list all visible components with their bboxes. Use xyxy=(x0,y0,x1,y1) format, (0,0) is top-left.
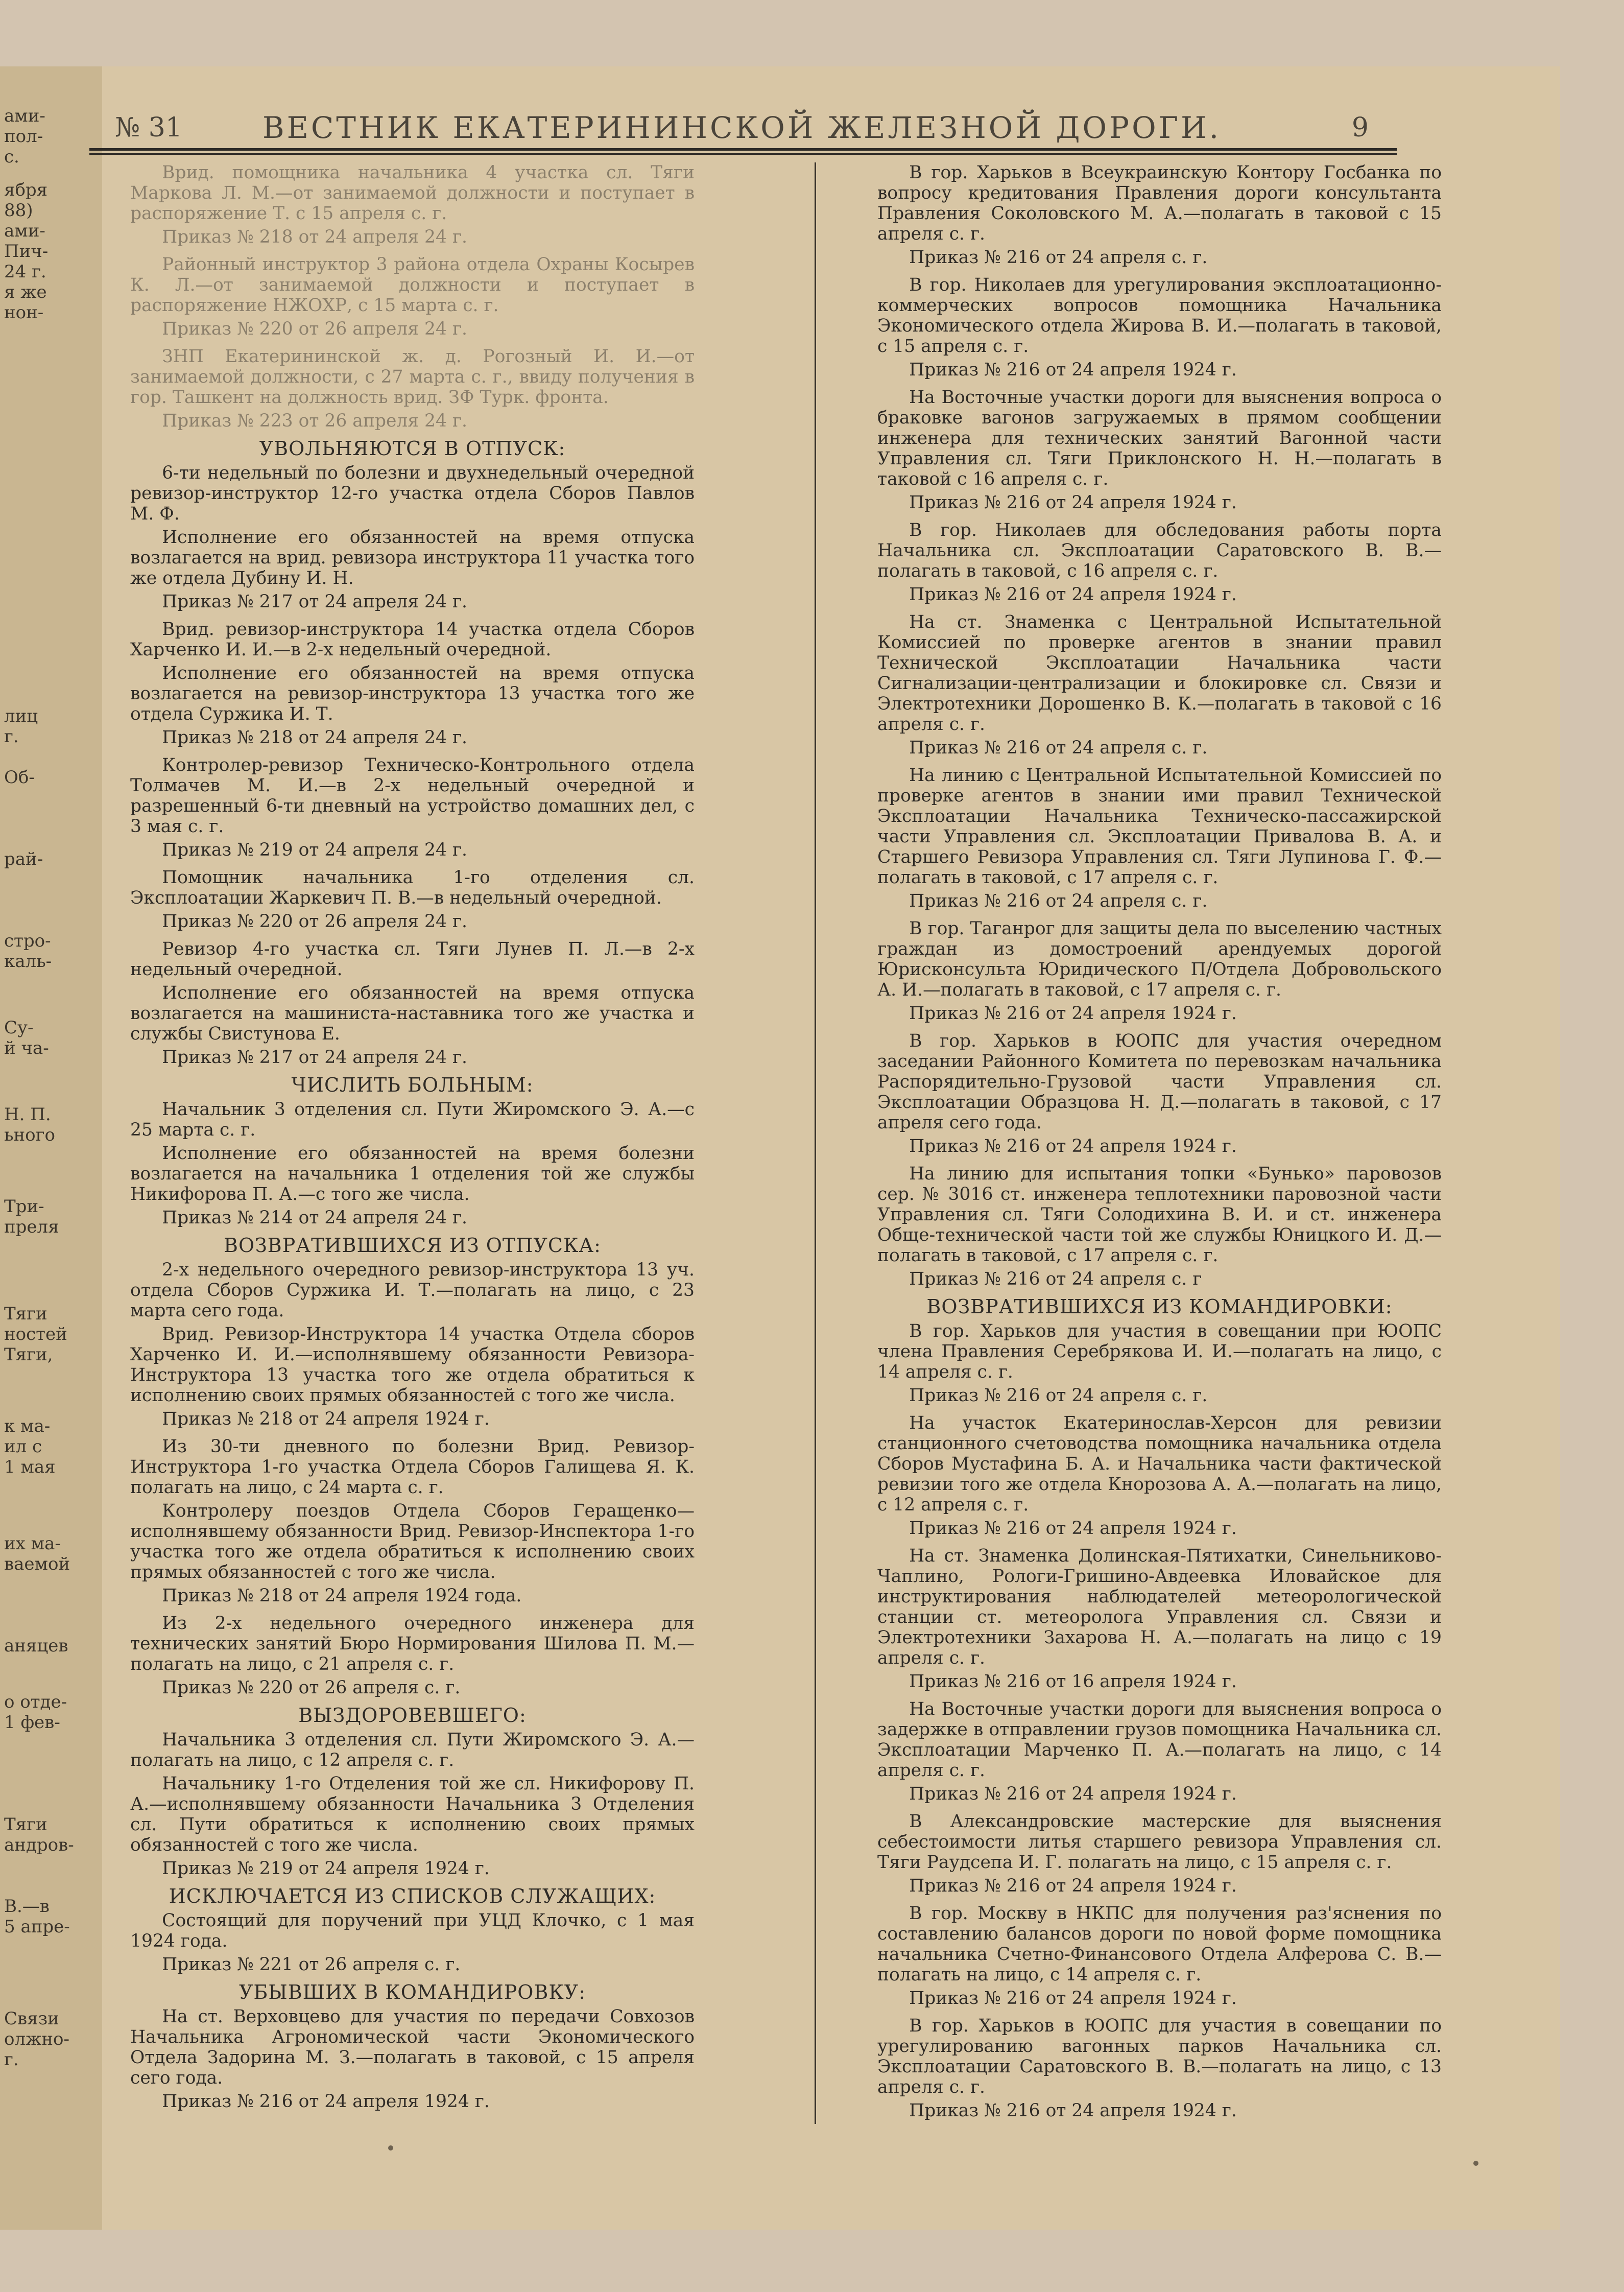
previous-page-edge xyxy=(0,66,110,2230)
right-column xyxy=(877,162,1442,2128)
order-reference: Приказ № 216 от 16 апреля 1924 г. xyxy=(909,1671,1237,1692)
paper-speck xyxy=(1473,2161,1478,2166)
announcement-paragraph: Начальника 3 отделения сл. Пути Жиромского Э. А.—полагать на лицо, с 12 апреля с. г. xyxy=(130,1730,695,1770)
order-reference: Приказ № 221 от 26 апреля с. г. xyxy=(162,1954,461,1975)
previous-page-fragment: 88) xyxy=(4,200,33,221)
order-reference: Приказ № 218 от 24 апреля 1924 г. xyxy=(162,1409,490,1429)
previous-page-fragment: Тяги xyxy=(4,1304,47,1324)
column-divider xyxy=(815,162,816,2124)
previous-page-fragment: пол- xyxy=(4,126,43,147)
order-reference: Приказ № 216 от 24 апреля 1924 г. xyxy=(909,1518,1237,1539)
previous-page-fragment: В.—в xyxy=(4,1896,50,1917)
previous-page-fragment: г. xyxy=(4,726,19,747)
order-reference: Приказ № 219 от 24 апреля 24 г. xyxy=(162,840,467,860)
previous-page-fragment: Связи xyxy=(4,2009,59,2029)
previous-page-fragment: андров- xyxy=(4,1835,74,1855)
section-heading: УБЫВШИХ В КОМАНДИРОВКУ: xyxy=(238,1981,586,2003)
previous-page-fragment: аняцев xyxy=(4,1636,68,1656)
previous-page-fragment: Три- xyxy=(4,1196,44,1217)
order-reference: Приказ № 218 от 24 апреля 24 г. xyxy=(162,727,467,748)
order-reference: Приказ № 216 от 24 апреля с. г. xyxy=(909,891,1208,911)
header-rule-thin xyxy=(89,153,1397,155)
previous-page-fragment: их ма- xyxy=(4,1533,61,1554)
order-reference: Приказ № 216 от 24 апреля 1924 г. xyxy=(909,492,1237,513)
left-column xyxy=(130,162,695,2119)
previous-page-fragment: ября xyxy=(4,180,48,200)
announcement-paragraph: В гор. Харьков в ЮОПС для участия очередном заседании Районного Комитета по перевозкам начальника Распорядительно-Грузовой части Управления сл. Эксплоатации Образцова Н. Д.—полагать в таковой, с 17 апреля сего года. xyxy=(877,1031,1442,1133)
announcement-paragraph: В гор. Николаев для урегулирования эксплоатационно-коммерческих вопросов помощника Начальника Экономического отдела Жирова В. И.—полагать в таковой, с 15 апреля с. г. xyxy=(877,275,1442,357)
announcement-paragraph: Ревизор 4-го участка сл. Тяги Лунев П. Л.—в 2-х недельный очередной. xyxy=(130,939,695,980)
announcement-paragraph: Исполнение его обязанностей на время отпуска возлагается на ревизор-инструктора 13 участка того же отдела Суржика И. Т. xyxy=(130,663,695,724)
announcement-paragraph: Исполнение его обязанностей на время болезни возлагается на начальника 1 отделения той же службы Никифорова П. А.—с того же числа. xyxy=(130,1143,695,1204)
announcement-paragraph: На линию для испытания топки «Бунько» паровозов сер. № 3016 ст. инженера теплотехники паровозной части Управления сл. Тяги Солодихина В. И. и ст. инженера Обще-технической части той же службы Юницкого И. Д.—полагать в таковой, с 17 апреля с. г. xyxy=(877,1164,1442,1266)
order-reference: Приказ № 216 от 24 апреля 1924 г. xyxy=(162,2091,490,2112)
order-reference: Приказ № 216 от 24 апреля 1924 г. xyxy=(909,1003,1237,1024)
header-rule xyxy=(89,148,1397,151)
section-heading: ВОЗВРАТИВШИХСЯ ИЗ ОТПУСКА: xyxy=(224,1234,601,1257)
announcement-paragraph: В гор. Николаев для обследования работы порта Начальника сл. Эксплоатации Саратовского В. В.—полагать в таковой, с 16 апреля с. г. xyxy=(877,520,1442,581)
previous-page-fragment: лиц xyxy=(4,706,38,726)
previous-page-fragment: к ма- xyxy=(4,1416,51,1436)
announcement-paragraph: Районный инструктор 3 района отдела Охраны Косырев К. Л.—от занимаемой должности и поступает в распоряжение НЖОХР, с 15 марта с. г. xyxy=(130,254,695,316)
announcement-paragraph: Врид. Ревизор-Инструктора 14 участка Отдела сборов Харченко И. И.—исполнявшему обязанности Ревизора-Инструктора 13 участка того же отдела обратиться к исполнению своих прямых обязанностей с того же числа. xyxy=(130,1324,695,1406)
section-heading: ВОЗВРАТИВШИХСЯ ИЗ КОМАНДИРОВКИ: xyxy=(926,1295,1393,1318)
order-reference: Приказ № 216 от 24 апреля 1924 г. xyxy=(909,1876,1237,1896)
order-reference: Приказ № 219 от 24 апреля 1924 г. xyxy=(162,1858,490,1879)
page-number: 9 xyxy=(1351,112,1369,143)
previous-page-fragment: ами- xyxy=(4,221,45,241)
order-reference: Приказ № 223 от 26 апреля 24 г. xyxy=(162,411,467,431)
announcement-paragraph: Исполнение его обязанностей на время отпуска возлагается на врид. ревизора инструктора 11 участка того же отдела Дубину И. Н. xyxy=(130,527,695,588)
announcement-paragraph: Врид. ревизор-инструктора 14 участка отдела Сборов Харченко И. И.—в 2-х недельный очередной. xyxy=(130,619,695,660)
previous-page-fragment: стро- xyxy=(4,931,51,951)
issue-number: № 31 xyxy=(115,112,182,143)
section-heading: УВОЛЬНЯЮТСЯ В ОТПУСК: xyxy=(259,437,566,460)
previous-page-fragment: Об- xyxy=(4,767,35,788)
announcement-paragraph: 6-ти недельный по болезни и двухнедельный очередной ревизор-инструктор 12-го участка отдела Сборов Павлов М. Ф. xyxy=(130,463,695,524)
previous-page-fragment: Пич- xyxy=(4,241,49,262)
previous-page-fragment: каль- xyxy=(4,951,52,972)
announcement-paragraph: Контролеру поездов Отдела Сборов Геращенко—исполнявшему обязанности Врид. Ревизор-Инспектора 1-го участка того же отдела обратиться к исполнению своих прямых обязанностей с того же числа. xyxy=(130,1501,695,1582)
previous-page-fragment: Су- xyxy=(4,1018,34,1038)
previous-page-fragment: с. xyxy=(4,147,19,167)
previous-page-fragment: нон- xyxy=(4,302,44,323)
announcement-paragraph: На Восточные участки дороги для выяснения вопроса о задержке в отправлении грузов помощника Начальника сл. Эксплоатации Марченко П. А.—полагать на лицо, с 14 апреля с. г. xyxy=(877,1699,1442,1781)
previous-page-fragment: олжно- xyxy=(4,2029,69,2049)
announcement-paragraph: Контролер-ревизор Техническо-Контрольного отдела Толмачев М. И.—в 2-х недельный очередной и разрешенный 6-ти дневный на устройство домашних дел, с 3 мая с. г. xyxy=(130,755,695,837)
section-heading: ИСКЛЮЧАЕТСЯ ИЗ СПИСКОВ СЛУЖАЩИХ: xyxy=(169,1885,656,1907)
order-reference: Приказ № 218 от 24 апреля 24 г. xyxy=(162,227,467,247)
announcement-paragraph: На Восточные участки дороги для выяснения вопроса о браковке вагонов загружаемых в прямом сообщении инженера для технических занятий Вагонной части Управления сл. Тяги Приклонского Н. Н.—полагать в таковой с 16 апреля с. г. xyxy=(877,387,1442,489)
order-reference: Приказ № 216 от 24 апреля 1924 г. xyxy=(909,360,1237,380)
announcement-paragraph: Начальнику 1-го Отделения той же сл. Никифорову П. А.—исполнявшему обязанности Начальника 3 Отделения сл. Пути обратиться к исполнению своих прямых обязанностей с того же числа. xyxy=(130,1774,695,1855)
order-reference: Приказ № 220 от 26 апреля 24 г. xyxy=(162,319,467,339)
previous-page-fragment: Тяги, xyxy=(4,1344,53,1365)
announcement-paragraph: На ст. Знаменка Долинская-Пятихатки, Синельниково-Чаплино, Pологи-Гришино-Авдеевка Иловайское для инструктирования наблюдателей метеорологической станции ст. метеоролога Управления сл. Связи и Электротехники Захарова Н. А.—полагать на лицо с 19 апреля с. г. xyxy=(877,1546,1442,1668)
announcement-paragraph: В гор. Таганрог для защиты дела по выселению частных граждан из домостроений арендуемых дорогой Юрисконсульта Юридического П/Отдела Добровольского А. И.—полагать в таковой, с 17 апреля с. г. xyxy=(877,918,1442,1000)
announcement-paragraph: 2-х недельного очередного ревизор-инструктора 13 уч. отдела Сборов Суржика И. Т.—полагать на лицо, с 23 марта сего года. xyxy=(130,1260,695,1321)
order-reference: Приказ № 216 от 24 апреля с. г. xyxy=(909,247,1208,268)
announcement-paragraph: В гор. Харьков в ЮОПС для участия в совещании по урегулированию вагонных парков Начальника сл. Эксплоатации Саратовского В. В.—полагать на лицо, с 13 апреля с. г. xyxy=(877,2016,1442,2097)
order-reference: Приказ № 217 от 24 апреля 24 г. xyxy=(162,1047,467,1068)
announcement-paragraph: Из 30-ти дневного по болезни Врид. Ревизор-Инструктора 1-го участка Отдела Сборов Галищева Я. К. полагать на лицо, с 24 марта с. г. xyxy=(130,1436,695,1498)
previous-page-fragment: 1 фев- xyxy=(4,1712,60,1733)
previous-page-fragment: 1 мая xyxy=(4,1457,56,1477)
previous-page-fragment: 24 г. xyxy=(4,262,46,282)
section-heading: ВЫЗДОРОВЕВШЕГО: xyxy=(298,1704,527,1727)
order-reference: Приказ № 220 от 26 апреля с. г. xyxy=(162,1677,461,1698)
order-reference: Приказ № 216 от 24 апреля 1924 г. xyxy=(909,1784,1237,1804)
newspaper-title: ВЕСТНИК ЕКАТЕРИНИНСКОЙ ЖЕЛЕЗНОЙ ДОРОГИ. xyxy=(262,110,1222,145)
section-heading: ЧИСЛИТЬ БОЛЬНЫМ: xyxy=(291,1074,534,1096)
announcement-paragraph: Исполнение его обязанностей на время отпуска возлагается на машиниста-наставника того же участка и службы Свистунова Е. xyxy=(130,983,695,1044)
announcement-paragraph: Врид. помощника начальника 4 участка сл. Тяги Маркова Л. М.—от занимаемой должности и поступает в распоряжение Т. с 15 апреля с. г. xyxy=(130,162,695,224)
previous-page-fragment: рай- xyxy=(4,849,43,869)
previous-page-fragment: 5 апре- xyxy=(4,1917,70,1937)
announcement-paragraph: Помощник начальника 1-го отделения сл. Эксплоатации Жаркевич П. В.—в недельный очередной. xyxy=(130,867,695,908)
announcement-paragraph: ЗНП Екатерининской ж. д. Рогозный И. И.—от занимаемой должности, с 27 марта с. г., ввиду получения в гор. Ташкент на должность врид. ЗФ Турк. фронта. xyxy=(130,346,695,408)
paper-speck xyxy=(388,2145,393,2151)
order-reference: Приказ № 220 от 26 апреля 24 г. xyxy=(162,911,467,932)
previous-page-fragment: о отде- xyxy=(4,1692,67,1712)
announcement-paragraph: В Александровские мастерские для выяснения себестоимости литья старшего ревизора Управления сл. Тяги Раудсепа И. Г. полагать на лицо, с 15 апреля с. г. xyxy=(877,1811,1442,1873)
order-reference: Приказ № 214 от 24 апреля 24 г. xyxy=(162,1208,467,1228)
announcement-paragraph: На участок Екатеринослав-Херсон для ревизии станционного счетоводства помощника начальника отдела Сборов Мустафина Б. А. и Начальника части фактической ревизии того же отдела Кнорозова А. А.—полагать на лицо, с 12 апреля с. г. xyxy=(877,1413,1442,1515)
order-reference: Приказ № 216 от 24 апреля с. г xyxy=(909,1269,1202,1289)
announcement-paragraph: В гор. Харьков в Всеукраинскую Контору Госбанка по вопросу кредитования Правления дороги консультанта Правления Соколовского М. А.—полагать в таковой с 15 апреля с. г. xyxy=(877,162,1442,244)
previous-page-fragment: я же xyxy=(4,282,47,302)
order-reference: Приказ № 216 от 24 апреля с. г. xyxy=(909,1385,1208,1406)
announcement-paragraph: На ст. Знаменка с Центральной Испытательной Комиссией по проверке агентов в знании правил Технической Эксплоатации Начальника части Сигнализации-централизации и блокировке сл. Связи и Электротехники Дорошенко В. К.—полагать в таковой с 16 апреля с. г. xyxy=(877,612,1442,735)
order-reference: Приказ № 216 от 24 апреля с. г. xyxy=(909,738,1208,758)
order-reference: Приказ № 217 от 24 апреля 24 г. xyxy=(162,592,467,612)
order-reference: Приказ № 216 от 24 апреля 1924 г. xyxy=(909,584,1237,605)
order-reference: Приказ № 216 от 24 апреля 1924 г. xyxy=(909,2100,1237,2121)
order-reference: Приказ № 218 от 24 апреля 1924 года. xyxy=(162,1586,522,1606)
announcement-paragraph: В гор. Москву в НКПС для получения раз'яснения по составлению балансов дороги по новой форме помощника начальника Счетно-Финансового Отдела Алферова С. В.—полагать на лицо, с 14 апреля с. г. xyxy=(877,1903,1442,1985)
previous-page-fragment: Тяги xyxy=(4,1814,47,1835)
previous-page-fragment: ами- xyxy=(4,106,45,126)
previous-page-fragment: ьного xyxy=(4,1125,55,1145)
page-header xyxy=(89,102,1394,149)
previous-page-fragment: Н. П. xyxy=(4,1104,51,1125)
previous-page-fragment: ил с xyxy=(4,1436,42,1457)
announcement-paragraph: Состоящий для поручений при УЦД Клочко, с 1 мая 1924 года. xyxy=(130,1910,695,1951)
order-reference: Приказ № 216 от 24 апреля 1924 г. xyxy=(909,1136,1237,1156)
previous-page-fragment: й ча- xyxy=(4,1038,49,1058)
announcement-paragraph: На ст. Верховцево для участия по передачи Совхозов Начальника Агрономической части Экономического Отдела Задорина М. З.—полагать в таковой, с 15 апреля сего года. xyxy=(130,2006,695,2088)
order-reference: Приказ № 216 от 24 апреля 1924 г. xyxy=(909,1988,1237,2009)
announcement-paragraph: Начальник 3 отделения сл. Пути Жиромского Э. А.—с 25 марта с. г. xyxy=(130,1099,695,1140)
previous-page-fragment: ваемой xyxy=(4,1554,70,1574)
announcement-paragraph: На линию с Центральной Испытательной Комиссией по проверке агентов в знании ими правил Технической Эксплоатации Начальника Техническо-пассажирской части Управления сл. Эксплоатации Привалова В. А. и Старшего Ревизора Управления сл. Тяги Лупинова Г. Ф.—полагать в таковой, с 17 апреля с. г. xyxy=(877,765,1442,888)
announcement-paragraph: Из 2-х недельного очередного инженера для технических занятий Бюро Нормирования Шилова П. М.—полагать на лицо, с 21 апреля с. г. xyxy=(130,1613,695,1674)
previous-page-fragment: преля xyxy=(4,1217,59,1237)
previous-page-fragment: г. xyxy=(4,2049,19,2070)
previous-page-fragment: ностей xyxy=(4,1324,67,1344)
announcement-paragraph: В гор. Харьков для участия в совещании при ЮОПС члена Правления Серебрякова И. И.—полагать на лицо, с 14 апреля с. г. xyxy=(877,1321,1442,1382)
